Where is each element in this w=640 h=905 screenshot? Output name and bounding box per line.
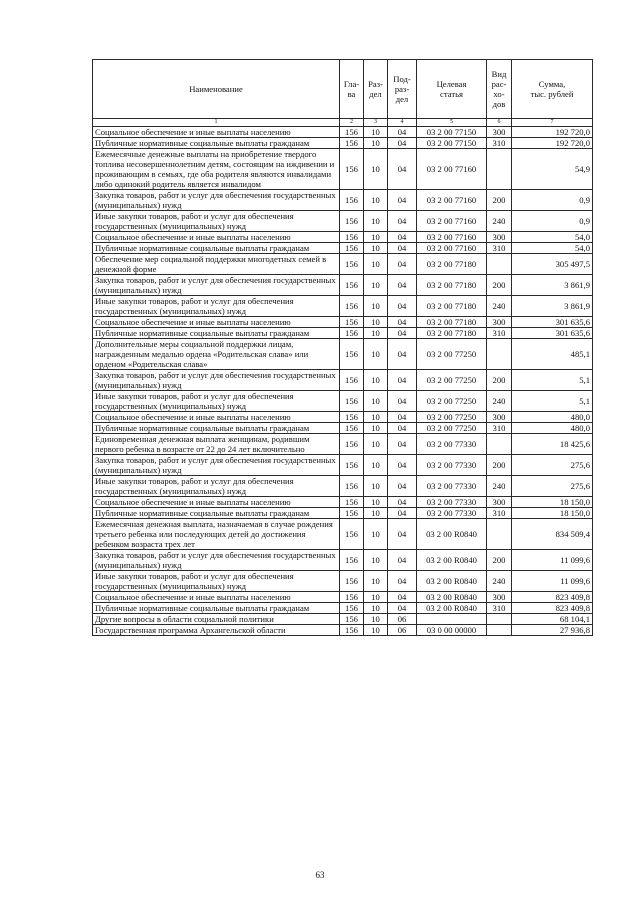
row-subsection: 04 [388,508,417,519]
row-subsection: 04 [388,455,417,476]
row-name: Иные закупки товаров, работ и услуг для обеспечения государственных (муниципальных) нужд [93,476,340,497]
row-subsection: 04 [388,254,417,275]
row-chapter: 156 [340,211,364,232]
table-row [93,508,593,519]
row-section: 10 [364,211,388,232]
row-expense-type [487,149,512,190]
row-target: 03 2 00 77180 [417,275,487,296]
row-expense-type: 240 [487,571,512,592]
row-expense-type [487,625,512,636]
row-name: Публичные нормативные социальные выплаты гражданам [93,138,340,149]
row-subsection: 04 [388,391,417,412]
row-expense-type: 240 [487,391,512,412]
header-row [93,60,593,119]
row-section: 10 [364,232,388,243]
row-name: Закупка товаров, работ и услуг для обеспечения государственных (муниципальных) нужд [93,275,340,296]
row-section: 10 [364,296,388,317]
header-amount: Сумма, тыс. рублей [512,60,593,119]
table-row [93,455,593,476]
row-target: 03 2 00 77150 [417,127,487,138]
table-row [93,317,593,328]
row-target: 03 2 00 R0840 [417,603,487,614]
row-expense-type: 240 [487,296,512,317]
row-target: 03 2 00 77160 [417,232,487,243]
row-chapter: 156 [340,476,364,497]
header-name: Наименование [93,60,340,119]
table-row [93,497,593,508]
row-section: 10 [364,455,388,476]
row-chapter: 156 [340,625,364,636]
row-subsection: 04 [388,571,417,592]
row-chapter: 156 [340,592,364,603]
row-chapter: 156 [340,550,364,571]
column-number: 6 [487,119,512,127]
row-section: 10 [364,603,388,614]
row-expense-type [487,614,512,625]
row-section: 10 [364,550,388,571]
row-amount: 27 936,8 [512,625,593,636]
row-target: 03 2 00 R0840 [417,571,487,592]
row-subsection: 04 [388,127,417,138]
row-target: 03 2 00 77330 [417,434,487,455]
row-expense-type: 310 [487,423,512,434]
table-row [93,603,593,614]
row-chapter: 156 [340,603,364,614]
row-chapter: 156 [340,508,364,519]
row-chapter: 156 [340,571,364,592]
row-chapter: 156 [340,391,364,412]
row-subsection: 04 [388,149,417,190]
table-row [93,328,593,339]
row-amount: 192 720,0 [512,127,593,138]
row-section: 10 [364,328,388,339]
row-section: 10 [364,412,388,423]
row-subsection: 04 [388,519,417,550]
row-amount: 823 409,8 [512,603,593,614]
row-subsection: 06 [388,614,417,625]
row-subsection: 04 [388,476,417,497]
row-target: 03 2 00 77180 [417,254,487,275]
row-target: 03 2 00 77160 [417,149,487,190]
table-row [93,127,593,138]
row-amount: 275,6 [512,476,593,497]
row-name: Социальное обеспечение и иные выплаты населению [93,317,340,328]
table-row [93,190,593,211]
table-row [93,434,593,455]
row-expense-type [487,434,512,455]
row-expense-type: 240 [487,211,512,232]
row-amount: 3 861,9 [512,296,593,317]
row-target: 03 0 00 00000 [417,625,487,636]
row-amount: 275,6 [512,455,593,476]
table-body [93,127,593,636]
row-chapter: 156 [340,614,364,625]
column-number: 1 [93,119,340,127]
row-chapter: 156 [340,412,364,423]
row-name: Ежемесячные денежные выплаты на приобретение твердого топлива несовершеннолетним детям, состоящим на иждивении и проживающим в семьях, где оба родителя являются инвалидами либо одинокий родитель является инвалидом [93,149,340,190]
row-name: Ежемесячная денежная выплата, назначаемая в случае рождения третьего ребенка или последующих детей до достижения ребенком возраста трех лет [93,519,340,550]
row-target: 03 2 00 77250 [417,391,487,412]
row-amount: 301 635,6 [512,328,593,339]
row-subsection: 04 [388,296,417,317]
row-chapter: 156 [340,339,364,370]
row-target: 03 2 00 77250 [417,423,487,434]
row-expense-type: 310 [487,328,512,339]
row-subsection: 04 [388,550,417,571]
table-row [93,550,593,571]
row-amount: 5,1 [512,391,593,412]
row-section: 10 [364,508,388,519]
table-row [93,614,593,625]
row-name: Другие вопросы в области социальной политики [93,614,340,625]
row-name: Публичные нормативные социальные выплаты гражданам [93,243,340,254]
row-target: 03 2 00 77250 [417,370,487,391]
row-section: 10 [364,571,388,592]
row-target: 03 2 00 77180 [417,328,487,339]
row-chapter: 156 [340,423,364,434]
row-section: 10 [364,391,388,412]
budget-page [92,59,592,636]
row-name: Обеспечение мер социальной поддержки многодетных семей в денежной форме [93,254,340,275]
row-target: 03 2 00 77180 [417,296,487,317]
row-subsection: 04 [388,423,417,434]
row-expense-type: 200 [487,275,512,296]
row-name: Социальное обеспечение и иные выплаты населению [93,497,340,508]
table-row [93,476,593,497]
row-subsection: 04 [388,592,417,603]
row-amount: 301 635,6 [512,317,593,328]
row-subsection: 04 [388,328,417,339]
header-target: Целевая статья [417,60,487,119]
row-subsection: 04 [388,211,417,232]
row-chapter: 156 [340,519,364,550]
table-row [93,391,593,412]
row-expense-type: 310 [487,603,512,614]
row-expense-type: 300 [487,497,512,508]
row-name: Публичные нормативные социальные выплаты гражданам [93,603,340,614]
row-name: Иные закупки товаров, работ и услуг для обеспечения государственных (муниципальных) нужд [93,211,340,232]
row-amount: 834 509,4 [512,519,593,550]
row-name: Иные закупки товаров, работ и услуг для обеспечения государственных (муниципальных) нужд [93,391,340,412]
row-subsection: 04 [388,317,417,328]
column-number: 2 [340,119,364,127]
row-amount: 18 150,0 [512,497,593,508]
table-row [93,339,593,370]
row-expense-type: 240 [487,476,512,497]
row-expense-type: 300 [487,412,512,423]
row-expense-type: 200 [487,370,512,391]
row-expense-type: 310 [487,138,512,149]
table-row [93,592,593,603]
row-expense-type: 310 [487,243,512,254]
row-amount: 54,9 [512,149,593,190]
row-subsection: 04 [388,232,417,243]
row-name: Закупка товаров, работ и услуг для обеспечения государственных (муниципальных) нужд [93,550,340,571]
row-chapter: 156 [340,127,364,138]
header-subsection: Под- раз- дел [388,60,417,119]
row-section: 10 [364,275,388,296]
table-row [93,296,593,317]
row-target: 03 2 00 77250 [417,339,487,370]
row-chapter: 156 [340,296,364,317]
column-number: 7 [512,119,593,127]
row-subsection: 04 [388,339,417,370]
row-section: 10 [364,370,388,391]
row-section: 10 [364,625,388,636]
row-section: 10 [364,190,388,211]
row-name: Закупка товаров, работ и услуг для обеспечения государственных (муниципальных) нужд [93,455,340,476]
table-row [93,243,593,254]
row-subsection: 04 [388,497,417,508]
row-section: 10 [364,243,388,254]
row-chapter: 156 [340,455,364,476]
column-number: 3 [364,119,388,127]
row-target: 03 2 00 77150 [417,138,487,149]
row-subsection: 04 [388,434,417,455]
row-name: Публичные нормативные социальные выплаты гражданам [93,508,340,519]
table-row [93,211,593,232]
table-row [93,254,593,275]
row-chapter: 156 [340,328,364,339]
row-name: Социальное обеспечение и иные выплаты населению [93,412,340,423]
header-section: Раз- дел [364,60,388,119]
row-name: Социальное обеспечение и иные выплаты населению [93,127,340,138]
column-number-row [93,119,593,127]
row-target: 03 2 00 77160 [417,243,487,254]
column-number: 5 [417,119,487,127]
row-subsection: 04 [388,370,417,391]
header-expense-type: Вид рас- хо- дов [487,60,512,119]
table-row [93,423,593,434]
row-section: 10 [364,254,388,275]
row-target: 03 2 00 77330 [417,497,487,508]
row-name: Социальное обеспечение и иные выплаты населению [93,592,340,603]
table-row [93,275,593,296]
row-amount: 54,0 [512,232,593,243]
row-chapter: 156 [340,317,364,328]
row-amount: 18 150,0 [512,508,593,519]
row-amount: 68 104,1 [512,614,593,625]
row-amount: 5,1 [512,370,593,391]
table-row [93,625,593,636]
row-chapter: 156 [340,149,364,190]
row-section: 10 [364,592,388,603]
row-amount: 485,1 [512,339,593,370]
budget-table [92,59,593,636]
row-expense-type: 200 [487,550,512,571]
page-number: 63 [315,870,325,880]
row-amount: 18 425,6 [512,434,593,455]
row-name: Единовременная денежная выплата женщинам, родившим первого ребенка в возрасте от 22 до 24 лет включительно [93,434,340,455]
column-number: 4 [388,119,417,127]
row-target: 03 2 00 R0840 [417,550,487,571]
row-name: Иные закупки товаров, работ и услуг для обеспечения государственных (муниципальных) нужд [93,296,340,317]
row-section: 10 [364,317,388,328]
row-subsection: 04 [388,603,417,614]
row-section: 10 [364,127,388,138]
row-target: 03 2 00 R0840 [417,592,487,603]
row-section: 10 [364,476,388,497]
row-name: Иные закупки товаров, работ и услуг для обеспечения государственных (муниципальных) нужд [93,571,340,592]
row-chapter: 156 [340,434,364,455]
row-target: 03 2 00 77180 [417,317,487,328]
row-chapter: 156 [340,190,364,211]
row-target: 03 2 00 77330 [417,476,487,497]
row-subsection: 04 [388,275,417,296]
row-amount: 305 497,5 [512,254,593,275]
row-expense-type: 200 [487,455,512,476]
row-section: 10 [364,149,388,190]
row-chapter: 156 [340,370,364,391]
row-amount: 11 099,6 [512,550,593,571]
row-target: 03 2 00 77330 [417,455,487,476]
row-target: 03 2 00 R0840 [417,519,487,550]
row-expense-type: 200 [487,190,512,211]
row-expense-type: 300 [487,127,512,138]
row-amount: 0,9 [512,190,593,211]
row-amount: 3 861,9 [512,275,593,296]
row-amount: 480,0 [512,412,593,423]
row-name: Государственная программа Архангельской области [93,625,340,636]
row-target [417,614,487,625]
table-row [93,370,593,391]
row-target: 03 2 00 77160 [417,211,487,232]
table-row [93,232,593,243]
row-name: Закупка товаров, работ и услуг для обеспечения государственных (муниципальных) нужд [93,190,340,211]
row-expense-type: 310 [487,508,512,519]
row-chapter: 156 [340,275,364,296]
row-section: 10 [364,138,388,149]
row-subsection: 06 [388,625,417,636]
row-chapter: 156 [340,232,364,243]
row-target: 03 2 00 77330 [417,508,487,519]
row-name: Публичные нормативные социальные выплаты гражданам [93,423,340,434]
row-chapter: 156 [340,243,364,254]
row-chapter: 156 [340,254,364,275]
row-subsection: 04 [388,412,417,423]
row-section: 10 [364,519,388,550]
row-section: 10 [364,434,388,455]
row-expense-type: 300 [487,317,512,328]
table-row [93,412,593,423]
table-row [93,519,593,550]
row-amount: 480,0 [512,423,593,434]
row-section: 10 [364,497,388,508]
row-amount: 192 720,0 [512,138,593,149]
table-row [93,571,593,592]
table-row [93,149,593,190]
row-section: 10 [364,614,388,625]
row-target: 03 2 00 77160 [417,190,487,211]
row-chapter: 156 [340,497,364,508]
row-section: 10 [364,339,388,370]
row-subsection: 04 [388,190,417,211]
row-amount: 0,9 [512,211,593,232]
row-expense-type [487,339,512,370]
row-expense-type: 300 [487,232,512,243]
row-amount: 54,0 [512,243,593,254]
row-chapter: 156 [340,138,364,149]
header-chapter: Гла- ва [340,60,364,119]
row-name: Социальное обеспечение и иные выплаты населению [93,232,340,243]
row-name: Закупка товаров, работ и услуг для обеспечения государственных (муниципальных) нужд [93,370,340,391]
row-section: 10 [364,423,388,434]
row-name: Дополнительные меры социальной поддержки лицам, награжденным медалью ордена «Родительская слава» или орденом «Родительская слава» [93,339,340,370]
row-subsection: 04 [388,243,417,254]
row-name: Публичные нормативные социальные выплаты гражданам [93,328,340,339]
row-expense-type [487,519,512,550]
table-row [93,138,593,149]
row-amount: 823 409,8 [512,592,593,603]
row-expense-type [487,254,512,275]
row-subsection: 04 [388,138,417,149]
row-target: 03 2 00 77250 [417,412,487,423]
row-amount: 11 099,6 [512,571,593,592]
row-expense-type: 300 [487,592,512,603]
